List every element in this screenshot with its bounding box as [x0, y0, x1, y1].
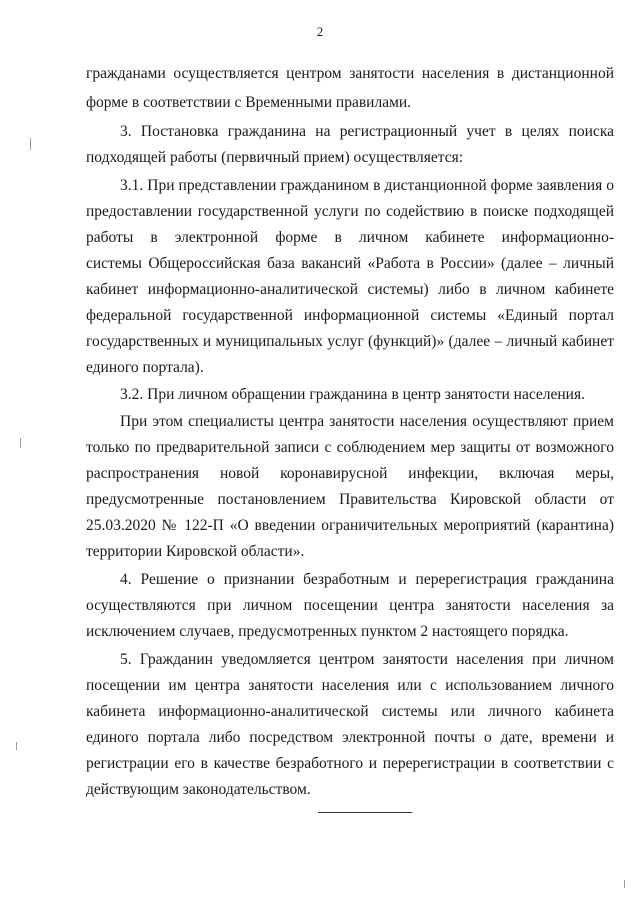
- paragraph-line: 3.2. При личном обращении гражданина в центр занятости населения.: [120, 386, 585, 403]
- scan-mark: [16, 742, 17, 750]
- paragraph-line: исключением случаев, предусмотренных пунктом 2 настоящего порядка.: [86, 623, 569, 640]
- paragraph-line: федеральной государственной информационной системы «Единый портал: [86, 307, 614, 324]
- paragraph-line: государственных и муниципальных услуг (функций)» (далее – личный кабинет: [86, 333, 614, 350]
- paragraph-line: 25.03.2020 № 122-П «О введении ограничительных мероприятий (карантина): [86, 517, 614, 534]
- paragraph-line: территории Кировской области».: [86, 543, 305, 560]
- paragraph-line: кабинета информационно-аналитической системы или личного кабинета: [86, 703, 614, 720]
- paragraph-line: 3. Постановка гражданина на регистрационный учет в целях поиска: [120, 123, 614, 140]
- paragraph-line: посещении им центра занятости населения или с использованием личного: [86, 677, 614, 694]
- paragraph-line: При этом специалисты центра занятости населения осуществляют прием: [120, 413, 614, 430]
- paragraph-line: подходящей работы (первичный прием) осуществляется:: [86, 149, 464, 166]
- closing-rule: [318, 812, 412, 813]
- paragraph-line: единого портала).: [86, 359, 204, 376]
- paragraph-line: 3.1. При представлении гражданином в дистанционной форме заявления о: [120, 177, 614, 194]
- paragraph-line: 5. Гражданин уведомляется центром занятости населения при личном: [120, 651, 614, 668]
- scan-mark: [624, 880, 625, 888]
- paragraph-line: предусмотренные постановлением Правительства Кировской области от: [86, 491, 614, 508]
- paragraph-line: 4. Решение о признании безработным и перерегистрация гражданина: [120, 571, 614, 588]
- paragraph-line: действующим законодательством.: [86, 781, 311, 798]
- scan-mark: [20, 438, 21, 448]
- paragraph-line: только по предварительной записи с соблюдением мер защиты от возможного: [86, 439, 614, 456]
- paragraph-line: регистрации его в качестве безработного и перерегистрации в соответствии с: [86, 755, 614, 772]
- paragraph-line: работы в электронной форме в личном кабинете информационно-: [86, 229, 614, 246]
- paragraph-line: единого портала либо посредством электронной почты о дате, времени и: [86, 729, 614, 746]
- paragraph-line: системы Общероссийская база вакансий «Работа в России» (далее – личный: [86, 255, 614, 272]
- scan-mark: [30, 138, 31, 150]
- paragraph-line: гражданами осуществляется центром занятости населения в дистанционной: [86, 65, 614, 82]
- paragraph-line: осуществляются при личном посещении центра занятости населения за: [86, 597, 614, 614]
- page-number: 2: [316, 24, 324, 39]
- paragraph-line: предоставлении государственной услуги по содействию в поиске подходящей: [86, 203, 614, 220]
- paragraph-line: распространения новой коронавирусной инфекции, включая меры,: [86, 465, 614, 482]
- paragraph-line: кабинет информационно-аналитической системы) либо в личном кабинете: [86, 281, 614, 298]
- paragraph-line: форме в соответствии с Временными правилами.: [86, 94, 412, 111]
